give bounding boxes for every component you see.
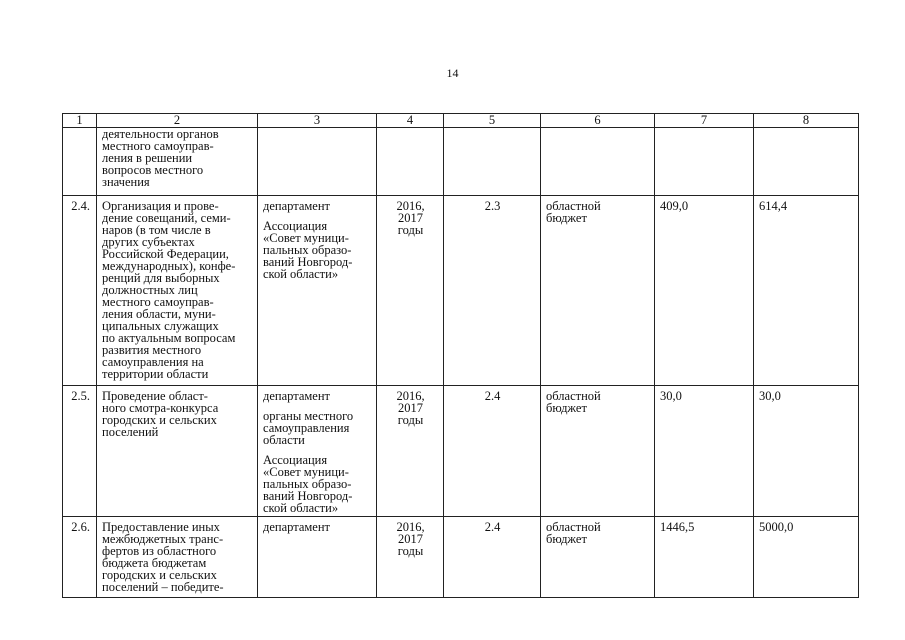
amount-2016 — [655, 128, 754, 196]
target-indicator: 2.4 — [444, 517, 541, 598]
activity-name: Организация и прове- дение совещаний, семи- наров (в том числе в других субъектах Российской Федерации, международных), конфе- ренций для выборных должностных лиц местного самоуправ- ления области, муни- ципальных служащих по актуальным вопросам развития местного самоуправления на территории области — [97, 196, 258, 386]
item-number: 2.6. — [63, 517, 97, 598]
item-number: 2.5. — [63, 386, 97, 517]
activity-name: Проведение област- ного смотра-конкурса городских и сельских поселений — [97, 386, 258, 517]
funding-source: областной бюджет — [541, 196, 655, 386]
header-col-1: 1 — [63, 114, 97, 128]
table-row — [63, 128, 859, 196]
item-number: 2.4. — [63, 196, 97, 386]
executor: органы местного самоуправления области — [263, 409, 354, 447]
period: 2016, 2017 годы — [377, 386, 444, 517]
executors — [258, 128, 377, 196]
funding-source: областной бюджет — [541, 517, 655, 598]
amount-2017: 30,0 — [754, 386, 859, 517]
target-indicator: 2.3 — [444, 196, 541, 386]
executors — [258, 386, 377, 517]
header-col-4: 4 — [377, 114, 444, 128]
header-col-2: 2 — [97, 114, 258, 128]
amount-2016: 1446,5 — [655, 517, 754, 598]
table-header-row — [63, 114, 859, 128]
page-number: 14 — [446, 66, 459, 80]
target-indicator — [444, 128, 541, 196]
header-col-3: 3 — [258, 114, 377, 128]
amount-2017 — [754, 128, 859, 196]
amount-2016: 409,0 — [655, 196, 754, 386]
header-col-7: 7 — [655, 114, 754, 128]
table-row — [63, 517, 859, 598]
executor: департамент — [263, 199, 331, 213]
header-col-8: 8 — [754, 114, 859, 128]
activity-name: деятельности органов местного самоуправ- ления в решении вопросов местного значения — [97, 128, 258, 196]
funding-source — [541, 128, 655, 196]
amount-2017: 5000,0 — [754, 517, 859, 598]
funding-source: областной бюджет — [541, 386, 655, 517]
executor: Ассоциация «Совет муници- пальных образо- ваний Новгород- ской области» — [263, 219, 353, 281]
executors — [258, 196, 377, 386]
executor: Ассоциация «Совет муници- пальных образо- ваний Новгород- ской области» — [263, 453, 353, 515]
period: 2016, 2017 годы — [377, 196, 444, 386]
target-indicator: 2.4 — [444, 386, 541, 517]
header-col-6: 6 — [541, 114, 655, 128]
amount-2017: 614,4 — [754, 196, 859, 386]
amount-2016: 30,0 — [655, 386, 754, 517]
header-col-5: 5 — [444, 114, 541, 128]
executor: департамент — [263, 389, 331, 403]
executor: департамент — [263, 520, 331, 534]
item-number — [63, 128, 97, 196]
executors — [258, 517, 377, 598]
table-row — [63, 386, 859, 517]
table-row — [63, 196, 859, 386]
program-activities-table — [62, 113, 859, 598]
activity-name: Предоставление иных межбюджетных транс- фертов из областного бюджета бюджетам городских и сельских поселений – победите- — [97, 517, 258, 598]
period — [377, 128, 444, 196]
period: 2016, 2017 годы — [377, 517, 444, 598]
